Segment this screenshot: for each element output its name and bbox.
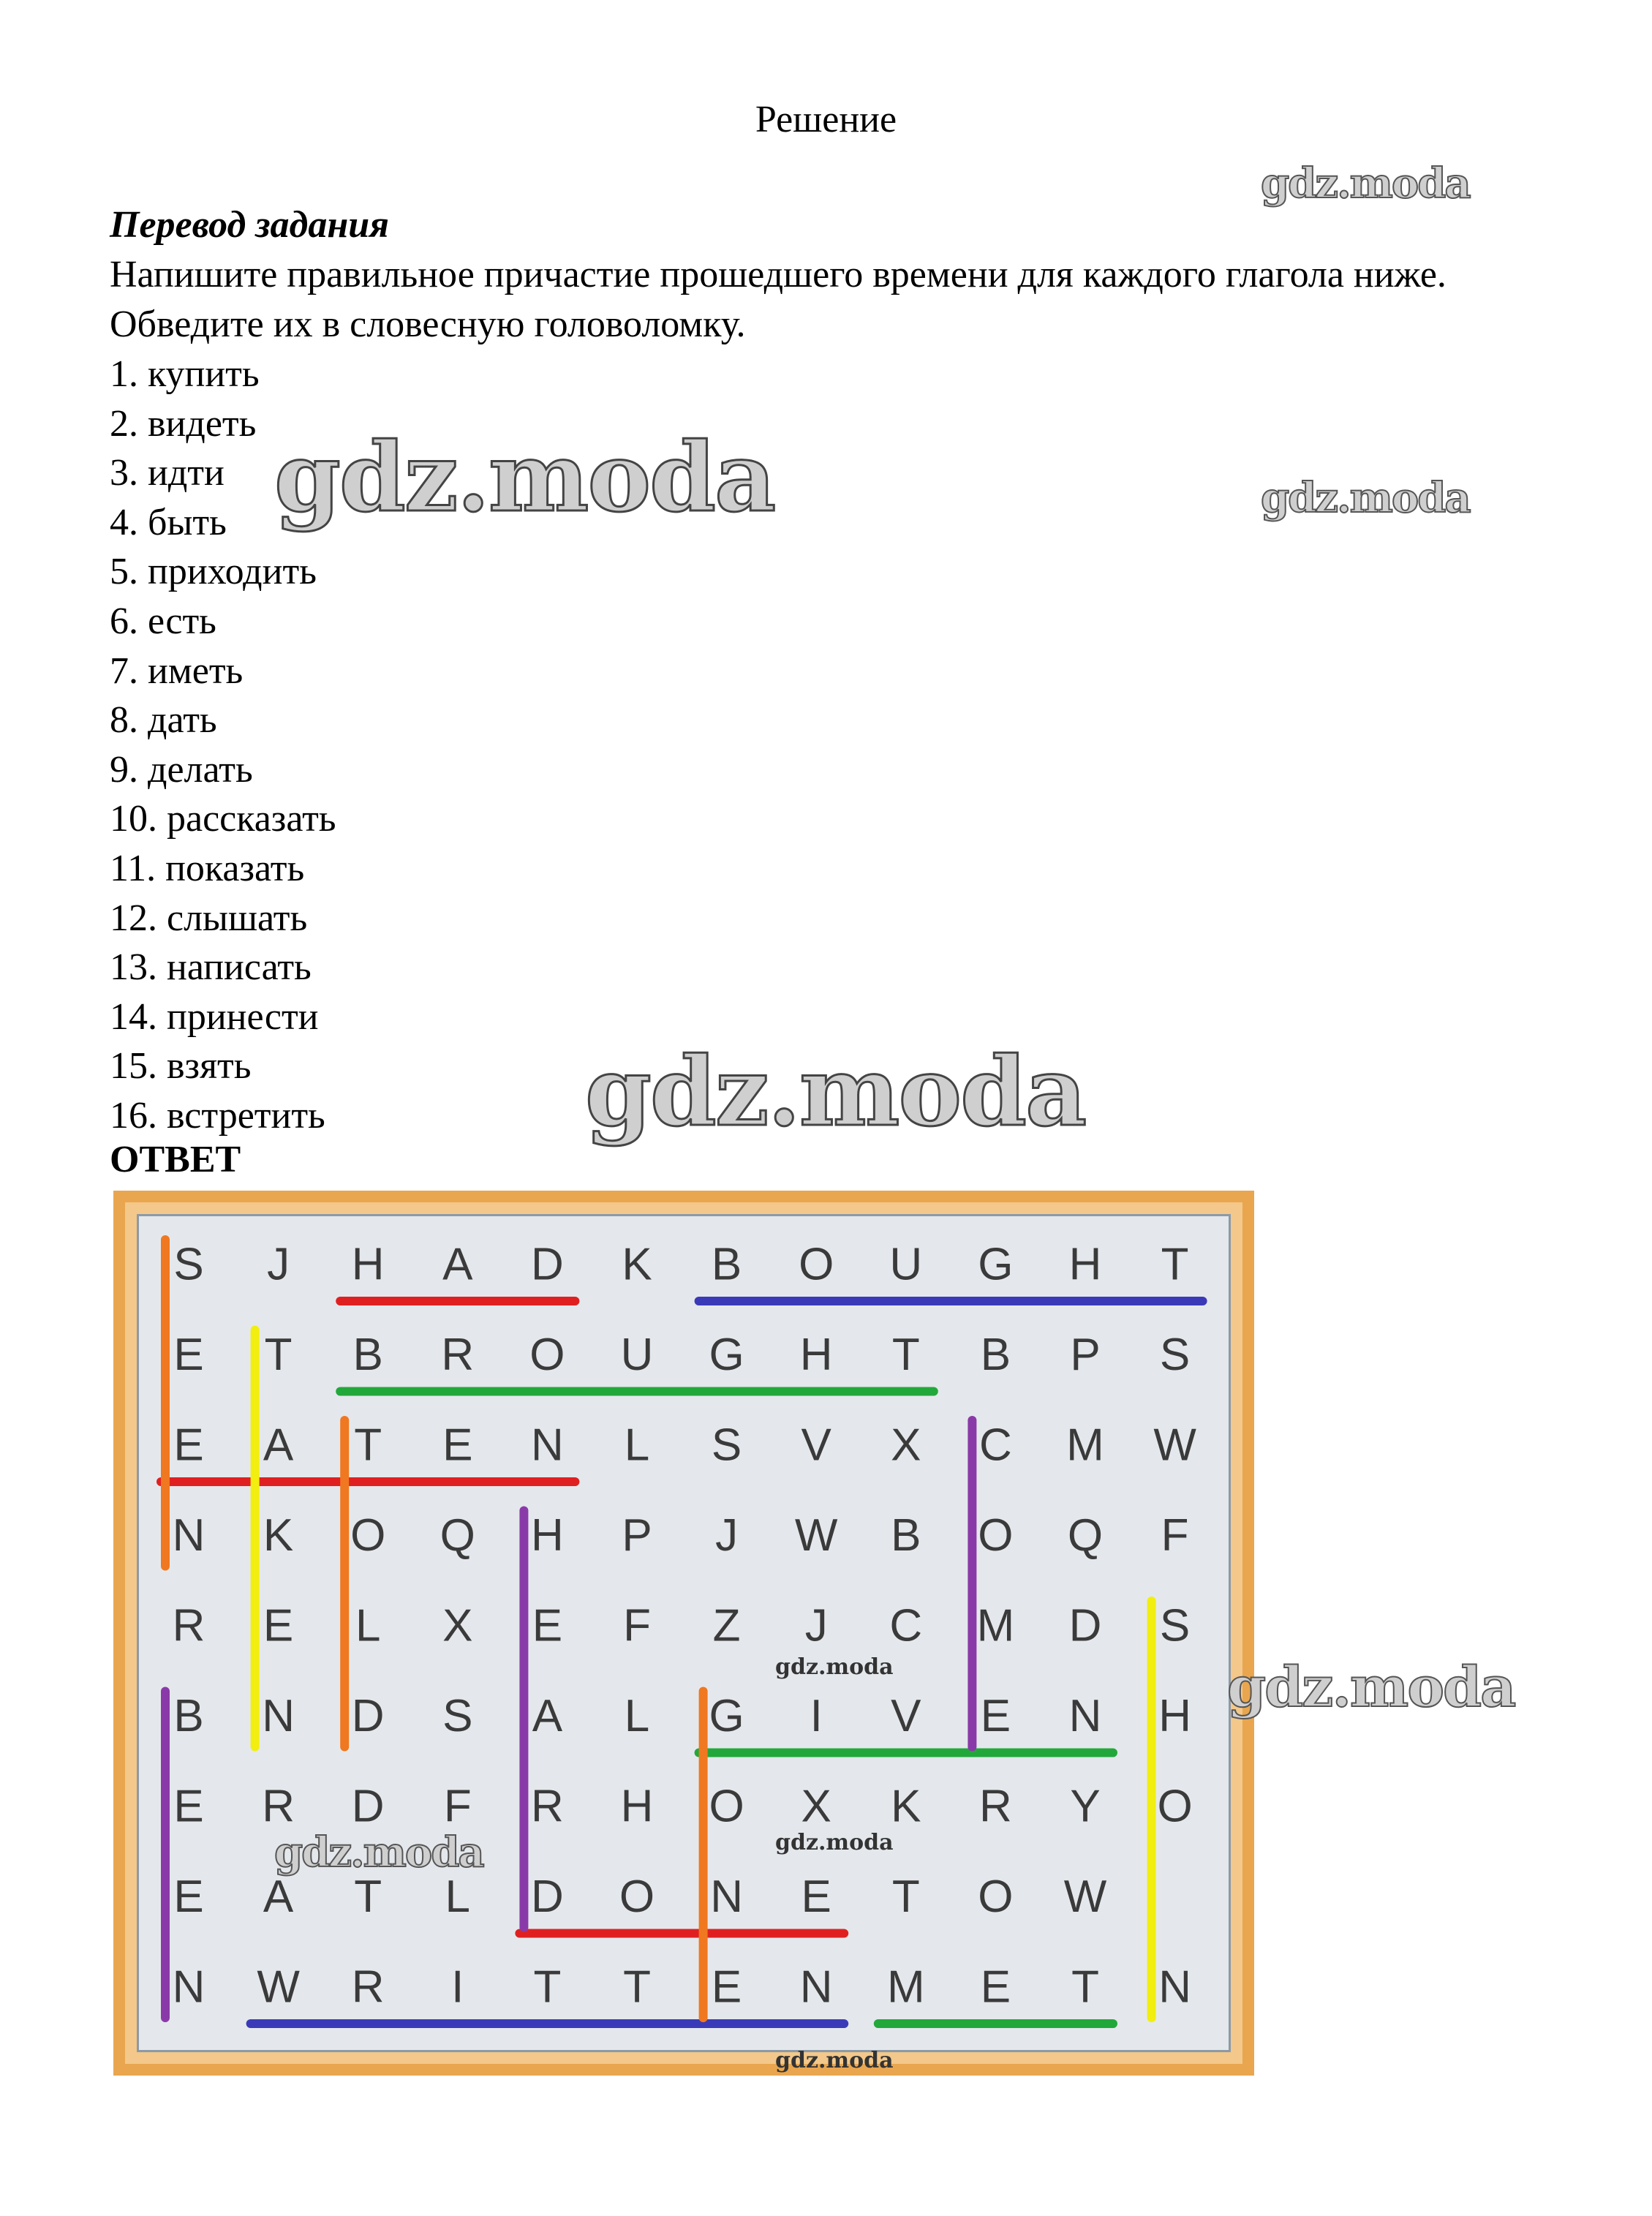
grid-letter: K [263,1510,294,1561]
grid-letter: N [172,1510,205,1561]
watermark: gdz.moda [1227,1654,1515,1719]
list-item: 4. быть [110,501,227,543]
grid-letter: O [709,1781,744,1832]
task-instruction: Напишите правильное причастие прошедшего времени для каждого глагола ниже. Обведите их в словесную головоломку. [110,254,1447,345]
grid-letter: E [173,1871,204,1922]
word-search-grid [113,1191,1254,2076]
grid-letter: E [173,1329,204,1380]
grid-letter: C [979,1420,1012,1471]
grid-letter: Q [440,1510,475,1561]
grid-letter: B [711,1239,742,1290]
grid-letter: L [624,1420,650,1471]
answer-heading: ОТВЕТ [110,1139,241,1180]
watermark: gdz.moda [775,1830,894,1855]
grid-letter: E [711,1961,742,2013]
grid-letter: G [978,1239,1014,1290]
grid-letter: X [801,1781,831,1832]
grid-letter: R [531,1781,564,1832]
grid-letter: N [172,1961,205,2013]
grid-letter: W [257,1961,300,2013]
grid-letter: N [262,1690,295,1741]
grid-letter: F [443,1781,472,1832]
grid-letter: D [531,1239,564,1290]
list-item: 9. делать [110,748,253,791]
grid-letter: F [623,1600,651,1651]
grid-letter: A [263,1420,294,1471]
grid-letter: T [891,1871,920,1922]
grid-letter: W [794,1510,838,1561]
grid-letter: I [451,1961,464,2013]
list-item: 8. дать [110,699,217,742]
list-item: 2. видеть [110,402,257,445]
grid-letter: O [978,1510,1014,1561]
list-item: 5. приходить [110,551,317,593]
grid-letter: W [1063,1871,1107,1922]
grid-letter: V [891,1690,921,1741]
grid-letter: R [979,1781,1012,1832]
grid-letter: N [799,1961,833,2013]
grid-letter: X [891,1420,921,1471]
grid-letter: H [799,1329,833,1380]
grid-letter: Q [1067,1510,1104,1561]
grid-letter: O [529,1329,565,1380]
grid-letter: T [354,1871,382,1922]
list-item: 11. показать [110,847,305,889]
grid-letter: G [709,1690,744,1741]
grid-letter: S [173,1239,204,1290]
grid-letter: L [445,1871,471,1922]
grid-letter: N [710,1871,743,1922]
grid-letter: R [441,1329,475,1380]
list-item: 6. есть [110,600,216,642]
grid-letter: P [622,1510,652,1561]
grid-letter: T [623,1961,651,2013]
grid-letter: X [442,1600,473,1651]
grid-letter: I [810,1690,823,1741]
grid-letter: E [801,1871,831,1922]
grid-letter: F [1161,1510,1189,1561]
grid-letter: L [355,1600,381,1651]
grid-letter: V [801,1420,831,1471]
grid-letter: H [351,1239,385,1290]
grid-letter: T [1161,1239,1189,1290]
grid-letter: D [351,1690,385,1741]
grid-letter: K [622,1239,652,1290]
list-item: 15. взять [110,1045,252,1088]
grid-letter: E [173,1420,204,1471]
grid-letter: N [1158,1961,1191,2013]
grid-letter: R [262,1781,295,1832]
grid-letter: E [442,1420,473,1471]
grid-letter: E [980,1690,1011,1741]
grid-letter: C [889,1600,923,1651]
grid-letter: O [350,1510,386,1561]
grid-letter: R [172,1600,205,1651]
watermark: gdz.moda [274,421,775,533]
grid-letter: L [624,1690,650,1741]
grid-letter: T [354,1420,382,1471]
grid-letter: D [1068,1600,1102,1651]
grid-letter: M [886,1961,925,2013]
grid-letter: M [1066,1420,1104,1471]
grid-letter: E [980,1961,1011,2013]
grid-letter: P [1070,1329,1101,1380]
grid-letter: B [980,1329,1011,1380]
list-item: 10. рассказать [110,798,336,840]
grid-letter: O [978,1871,1014,1922]
grid-letter: E [532,1600,563,1651]
grid-letter: T [1071,1961,1099,2013]
task-translation-heading: Перевод задания [110,204,389,246]
list-item: 12. слышать [110,897,308,939]
grid-letter: N [531,1420,564,1471]
watermark: gdz.moda [775,2048,894,2073]
grid-letter: A [532,1690,563,1741]
grid-letter: E [173,1781,204,1832]
grid-letter: K [891,1781,921,1832]
list-item: 1. купить [110,353,260,395]
grid-letter: D [351,1781,385,1832]
grid-letter: D [531,1871,564,1922]
grid-letter: A [263,1871,294,1922]
grid-letter: H [620,1781,654,1832]
watermark: gdz.moda [585,1036,1086,1147]
grid-letter: O [799,1239,834,1290]
grid-letter: R [351,1961,385,2013]
grid-letter: Z [712,1600,741,1651]
grid-letter: H [531,1510,564,1561]
grid-letter: N [1068,1690,1102,1741]
grid-letter: U [620,1329,654,1380]
grid-letter: S [1159,1329,1191,1380]
grid-letter: E [263,1600,294,1651]
grid-letter: W [1153,1420,1196,1471]
list-item: 13. написать [110,946,312,989]
grid-letter: B [891,1510,921,1561]
grid-letter: J [804,1600,828,1651]
grid-letter: M [976,1600,1015,1651]
grid-letter: G [709,1329,744,1380]
grid-letter: S [442,1690,473,1741]
grid-letter: T [891,1329,920,1380]
grid-letter: Y [1070,1781,1101,1832]
grid-letter: B [352,1329,383,1380]
list-item: 14. принести [110,995,319,1038]
watermark: gdz.moda [1261,159,1470,208]
grid-letter: J [267,1239,290,1290]
grid-letter: U [889,1239,923,1290]
grid-letter: J [715,1510,739,1561]
grid-letter: T [533,1961,562,2013]
grid-letter: O [619,1871,655,1922]
grid-letter: S [711,1420,742,1471]
watermark: gdz.moda [775,1654,894,1680]
watermark: gdz.moda [1261,474,1470,522]
grid-letter: O [1157,1781,1193,1832]
grid-letter: H [1068,1239,1102,1290]
grid-letter: T [264,1329,293,1380]
page-title: Решение [755,99,897,140]
list-item: 7. иметь [110,649,244,692]
grid-letter: H [1158,1690,1191,1741]
grid-letter: A [442,1239,473,1290]
grid-letter: S [1159,1600,1191,1651]
list-item: 3. идти [110,452,225,494]
list-item: 16. встретить [110,1094,325,1137]
watermark: gdz.moda [274,1828,483,1877]
grid-letter: B [173,1690,204,1741]
